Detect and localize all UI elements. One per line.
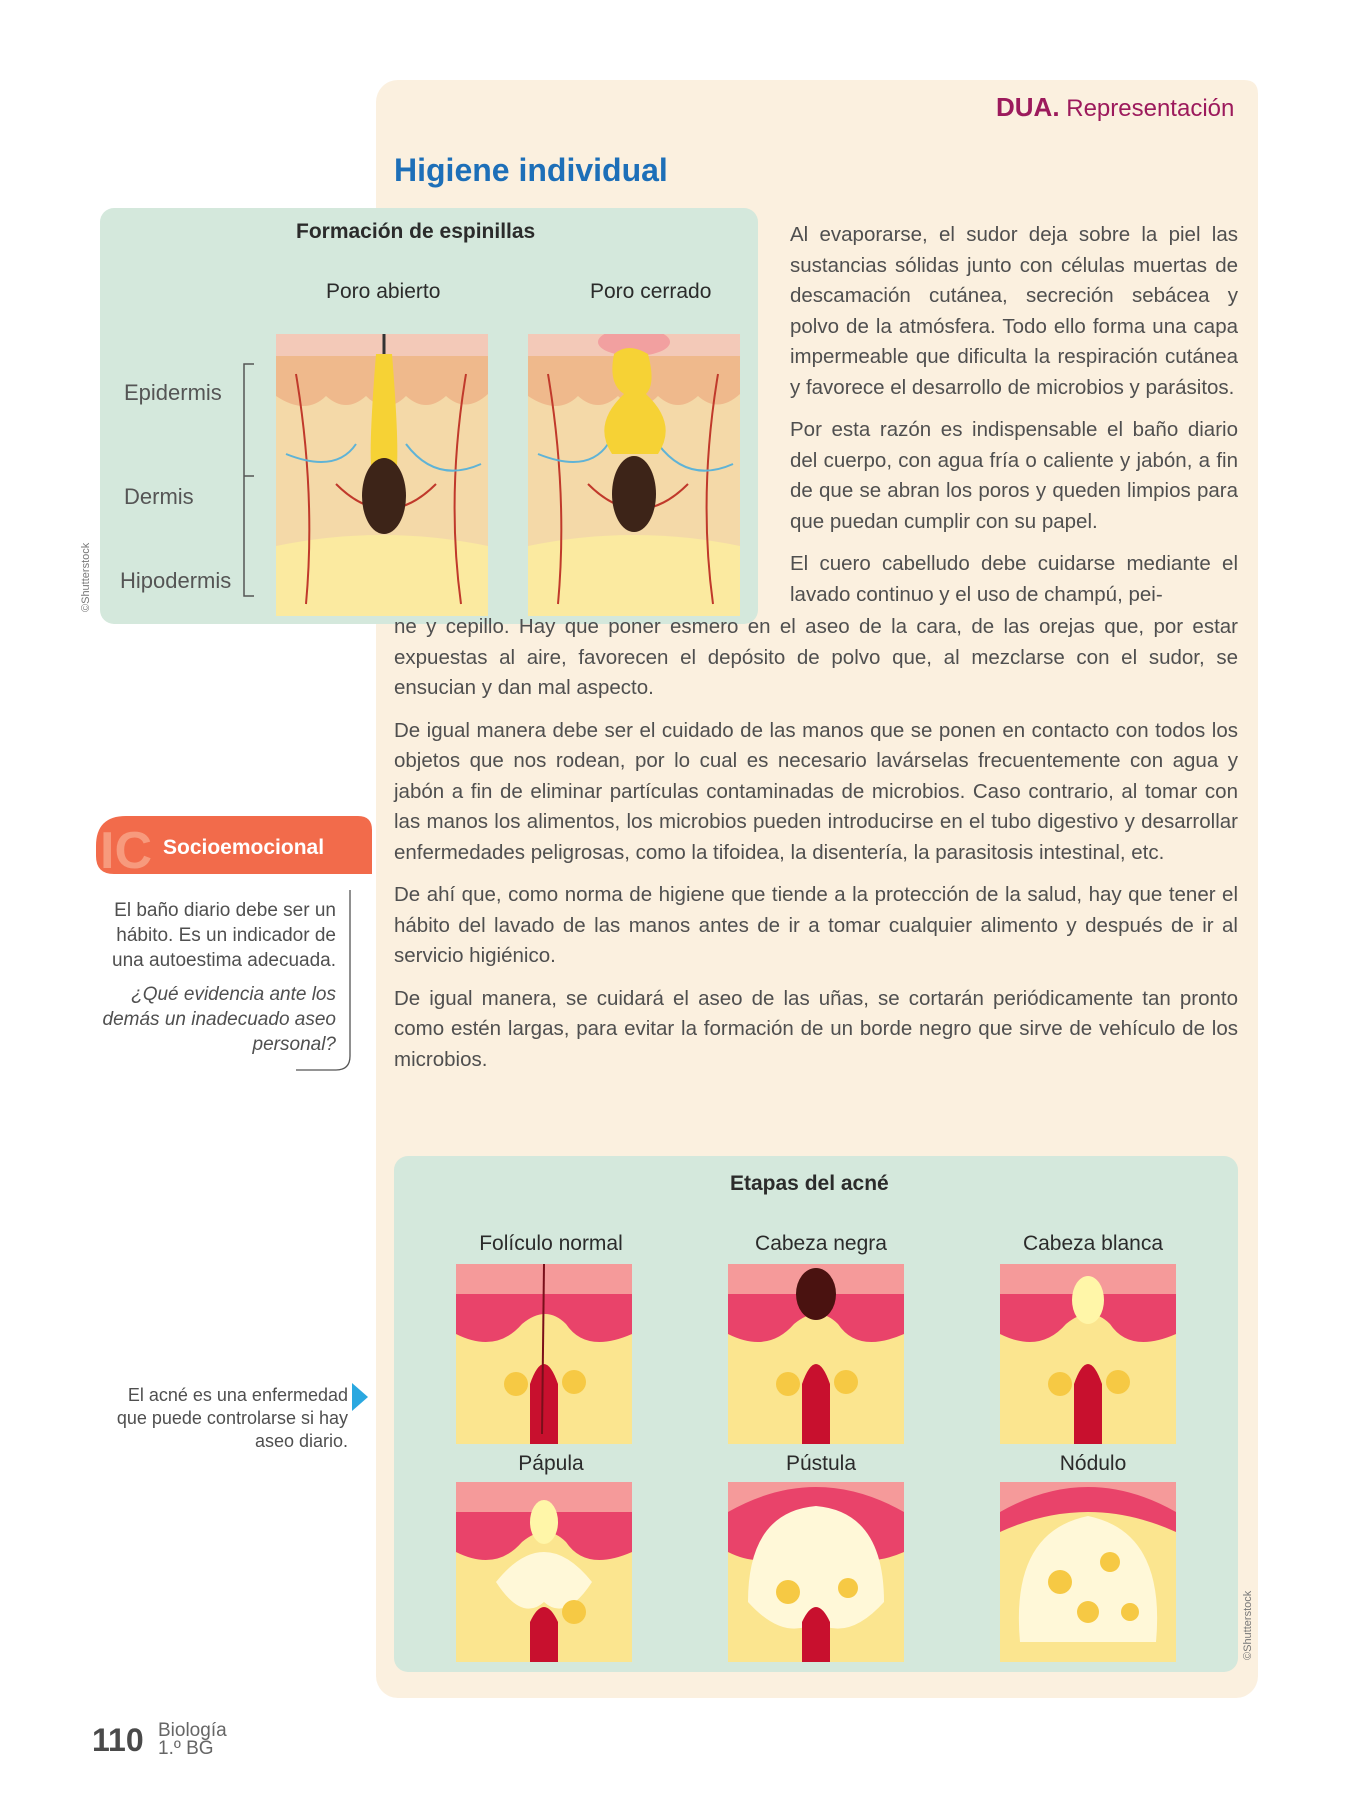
figure2-credit: ©Shutterstock: [1242, 1590, 1254, 1660]
grade: 1.º BG: [158, 1738, 214, 1759]
socioemocional-body: El baño diario debe ser un hábito. Es un indicador de una autoestima adecuada.: [112, 900, 336, 971]
label-closed-pore: Poro cerrado: [590, 280, 712, 303]
paragraph: Al evaporarse, el sudor deja sobre la piel las sustancias sólidas junto con células muertas de descamación cutánea, secreción sebácea y polvo de la atmósfera. Todo ello forma una capa impermeable que dificulta la respiración cutánea y favorece el desarrollo de microbios y parásitos.: [790, 223, 1238, 399]
socioemocional-question: ¿Qué evidencia ante los demás un inadecuado aseo personal?: [102, 984, 336, 1055]
label-epidermis: Epidermis: [124, 380, 222, 405]
stage-label: Nódulo: [1059, 1452, 1127, 1475]
subject: Biología: [158, 1720, 227, 1741]
stage-illustration-whitehead: [1000, 1264, 1176, 1444]
stage-illustration-nodule: [1000, 1482, 1176, 1662]
figure-acne-stages: [394, 1156, 1238, 1672]
full-width-text: [394, 612, 1238, 1087]
paragraph: De igual manera debe ser el cuidado de las manos que se ponen en contacto con todos los objetos que nos rodean, por lo cual es necesario lavárselas frecuentemente con agua y jabón a fin de eliminar partículas contaminadas de microbios. Caso contrario, al tomar con las manos los alimentos, los microbios pueden introducirse en el tubo digestivo y desarrollar enfermedades peligrosas, como la tifoidea, la disentería, la parasitosis intestinal, etc.: [394, 718, 1238, 864]
stage-label: Cabeza negra: [755, 1232, 887, 1255]
stage-illustration-blackhead: [728, 1264, 904, 1444]
socioemocional-bracket: [290, 890, 356, 1080]
label-open-pore: Poro abierto: [326, 280, 441, 303]
paragraph: El cuero cabelludo debe cuidarse mediante el lavado continuo y el uso de champú, pei-: [790, 552, 1238, 606]
arrow-right-icon: [352, 1383, 368, 1411]
figure1-title: Formación de espinillas: [296, 220, 536, 243]
layer-bracket: [240, 356, 260, 606]
acne-note: El acné es una enfermedad que puede controlarse si hay aseo diario.: [116, 1385, 348, 1451]
label-hipodermis: Hipodermis: [120, 568, 232, 593]
stage-illustration-normal: [456, 1264, 632, 1444]
paragraph: Por esta razón es indispensable el baño diario del cuerpo, con agua fría o caliente y jabón, a fin de que se abran los poros y queden limpios para que puedan cumplir con su papel.: [790, 418, 1238, 533]
label-dermis: Dermis: [124, 484, 194, 509]
stage-label: Pápula: [518, 1452, 584, 1475]
socioemocional-label: Socioemocional: [163, 836, 325, 859]
stage-illustration-papule: [456, 1482, 632, 1662]
figure2-title: Etapas del acné: [730, 1172, 889, 1195]
closed-pore-illustration: [528, 334, 740, 616]
page-number: 110: [92, 1722, 144, 1758]
open-pore-illustration: [276, 334, 488, 616]
figure-blackheads: [100, 208, 758, 624]
dua-label: Representación: [1066, 95, 1235, 122]
section-title: Higiene individual: [394, 152, 668, 188]
stage-label: Folículo normal: [479, 1232, 623, 1255]
paragraph: De igual manera, se cuidará el aseo de las uñas, se cortarán periódicamente tan pronto como estén largas, para evitar la formación de un borde negro que sirve de vehículo de los microbios.: [394, 986, 1238, 1071]
stage-label: Cabeza blanca: [1022, 1232, 1164, 1255]
ic-logo-icon: IC: [100, 822, 152, 876]
paragraph: ne y cepillo. Hay que poner esmero en el aseo de la cara, de las orejas que, por estar expuestas al aire, favorecen el depósito de polvo que, al mezclarse con el sudor, se ensucian y dan mal aspecto.: [394, 615, 1238, 699]
book-info: [158, 1722, 227, 1758]
figure1-credit: ©Shutterstock: [80, 542, 92, 612]
dua-bold: DUA.: [996, 92, 1060, 122]
stage-label: Pústula: [785, 1452, 857, 1475]
dua-header: [996, 92, 1234, 123]
paragraph: De ahí que, como norma de higiene que tiende a la protección de la salud, hay que tener el hábito del lavado de las manos antes de ir a tomar cualquier alimento y después de ir al servicio higiénico.: [394, 883, 1238, 967]
stage-illustration-pustule: [728, 1482, 904, 1662]
column-text: [790, 220, 1238, 610]
